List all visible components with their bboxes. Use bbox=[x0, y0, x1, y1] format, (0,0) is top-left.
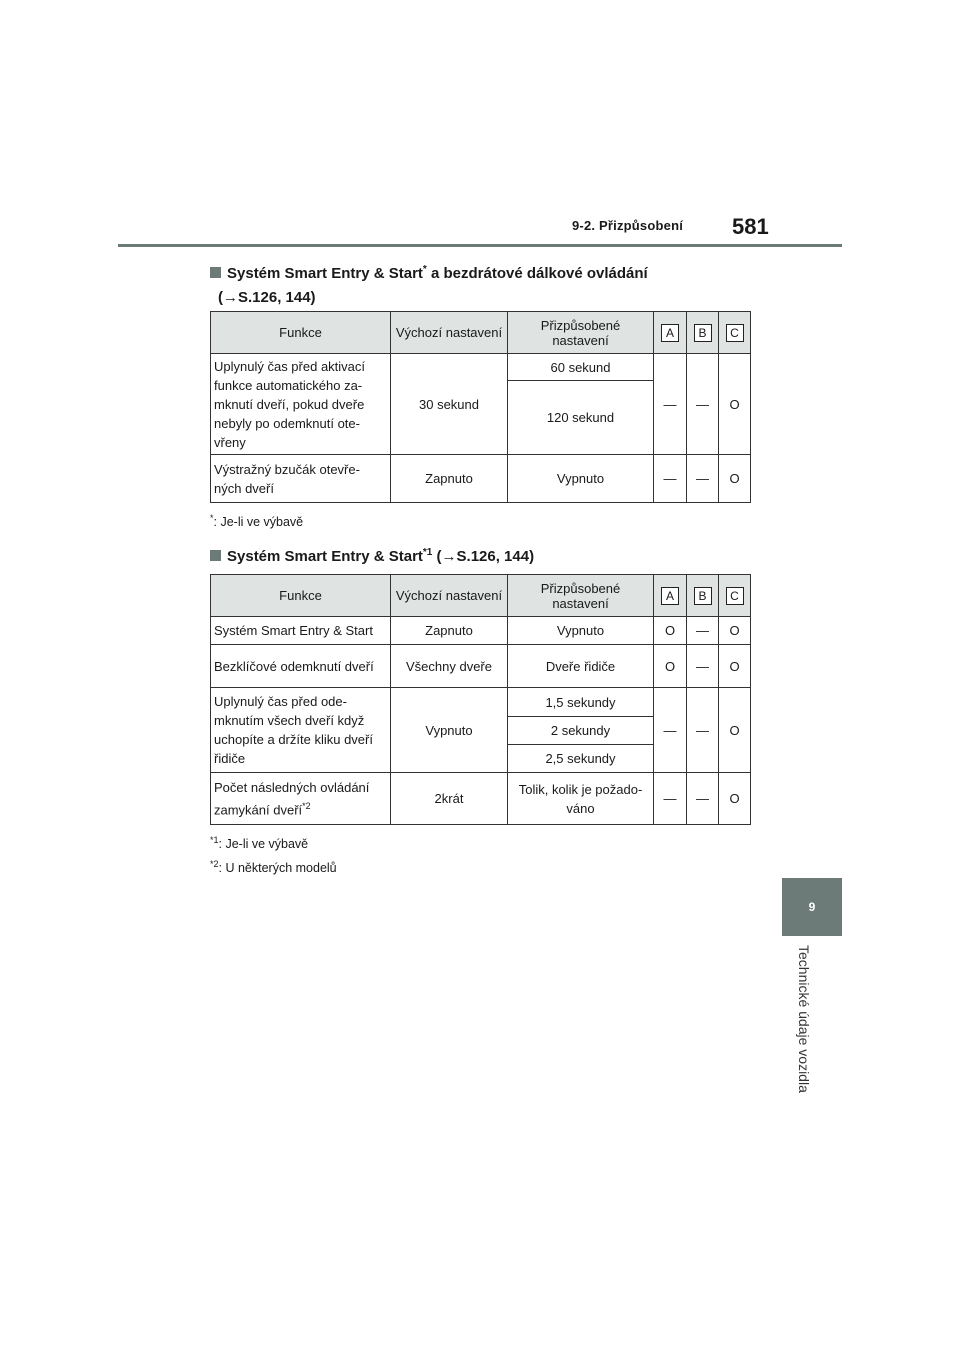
b-cell: — bbox=[687, 688, 719, 773]
funkce-cell: Uplynulý čas před ode-mknutím všech dveří když uchopíte a držíte kliku dveří řidiče bbox=[211, 688, 391, 773]
c-cell: O bbox=[719, 617, 751, 645]
section1-footnote: *: Je-li ve výbavě bbox=[210, 513, 304, 530]
a-cell: — bbox=[654, 354, 687, 455]
a-cell: — bbox=[654, 773, 687, 825]
c-cell: O bbox=[719, 354, 751, 455]
b-cell: — bbox=[687, 617, 719, 645]
vychozi-cell: Zapnuto bbox=[391, 617, 508, 645]
page-number: 581 bbox=[732, 214, 769, 239]
heading-square-icon bbox=[210, 550, 221, 561]
a-cell: — bbox=[654, 688, 687, 773]
b-cell: — bbox=[687, 455, 719, 503]
section-title: 9-2. Přizpůsobení bbox=[572, 218, 684, 233]
a-cell: — bbox=[654, 455, 687, 503]
vychozi-cell: 30 sekund bbox=[391, 354, 508, 455]
option-cell: 2,5 sekundy bbox=[508, 745, 654, 773]
a-cell: O bbox=[654, 617, 687, 645]
b-cell: — bbox=[687, 645, 719, 688]
section2-footnote-2: $^{*2}$: U některých modelů bbox=[210, 859, 337, 876]
option-cell: Tolik, kolik je požado-váno bbox=[508, 773, 654, 825]
option-cell: Vypnuto bbox=[508, 617, 654, 645]
funkce-cell: Systém Smart Entry & Start bbox=[211, 617, 391, 645]
col-header-b: B bbox=[687, 575, 719, 617]
col-header-b: B bbox=[687, 312, 719, 354]
table-row bbox=[211, 645, 751, 688]
vychozi-cell: Vypnuto bbox=[391, 688, 508, 773]
col-header-c: C bbox=[719, 312, 751, 354]
section2-footnote-1: $^{*1}$: Je-li ve výbavě bbox=[210, 835, 309, 852]
table-row bbox=[211, 617, 751, 645]
option-cell: 60 sekund bbox=[508, 354, 654, 381]
c-cell: O bbox=[719, 688, 751, 773]
vychozi-cell: Všechny dveře bbox=[391, 645, 508, 688]
col-header-a: A bbox=[654, 312, 687, 354]
funkce-cell: Bezklíčové odemknutí dveří bbox=[211, 645, 391, 688]
col-header-funkce: Funkce bbox=[211, 575, 391, 617]
option-cell: Dveře řidiče bbox=[508, 645, 654, 688]
table-row bbox=[211, 773, 751, 825]
col-header-vychozi: Výchozí nastavení bbox=[391, 575, 508, 617]
table-row bbox=[211, 455, 751, 503]
section1-heading-ref: (→S.126, 144) bbox=[218, 289, 316, 306]
col-header-vychozi: Výchozí nastavení bbox=[391, 312, 508, 354]
table-row bbox=[211, 354, 751, 381]
vychozi-cell: 2krát bbox=[391, 773, 508, 825]
option-cell: 2 sekundy bbox=[508, 717, 654, 745]
funkce-cell: Výstražný bzučák otevře-ných dveří bbox=[211, 455, 391, 503]
c-cell: O bbox=[719, 645, 751, 688]
section2-table bbox=[210, 574, 751, 825]
funkce-cell: Počet následných ovládání zamykání dveří$^{*2}$ bbox=[211, 773, 391, 825]
option-cell: 120 sekund bbox=[508, 381, 654, 455]
c-cell: O bbox=[719, 455, 751, 503]
col-header-funkce: Funkce bbox=[211, 312, 391, 354]
col-header-prizpusobene: Přizpůsobené nastavení bbox=[508, 312, 654, 354]
heading-square-icon bbox=[210, 267, 221, 278]
section1-heading: Systém Smart Entry & Start* a bezdrátové dálkové ovládání (→S.126, 144) bbox=[210, 258, 648, 310]
col-header-a: A bbox=[654, 575, 687, 617]
table-row bbox=[211, 688, 751, 717]
funkce-cell: Uplynulý čas před aktivací funkce automatického za-mknutí dveří, pokud dveře nebyly po odemknutí ote-vřeny bbox=[211, 354, 391, 455]
b-cell: — bbox=[687, 773, 719, 825]
c-cell: O bbox=[719, 773, 751, 825]
col-header-c: C bbox=[719, 575, 751, 617]
option-cell: Vypnuto bbox=[508, 455, 654, 503]
b-cell: — bbox=[687, 354, 719, 455]
chapter-side-title: Technické údaje vozidla bbox=[796, 945, 812, 1093]
section1-table bbox=[210, 311, 751, 503]
vychozi-cell: Zapnuto bbox=[391, 455, 508, 503]
header-rule bbox=[118, 244, 842, 247]
col-header-prizpusobene: Přizpůsobené nastavení bbox=[508, 575, 654, 617]
a-cell: O bbox=[654, 645, 687, 688]
section2-heading: Systém Smart Entry & Start$^{*1}$ (→S.126, 144) bbox=[210, 541, 534, 569]
chapter-tab: 9 bbox=[782, 878, 842, 936]
option-cell: 1,5 sekundy bbox=[508, 688, 654, 717]
